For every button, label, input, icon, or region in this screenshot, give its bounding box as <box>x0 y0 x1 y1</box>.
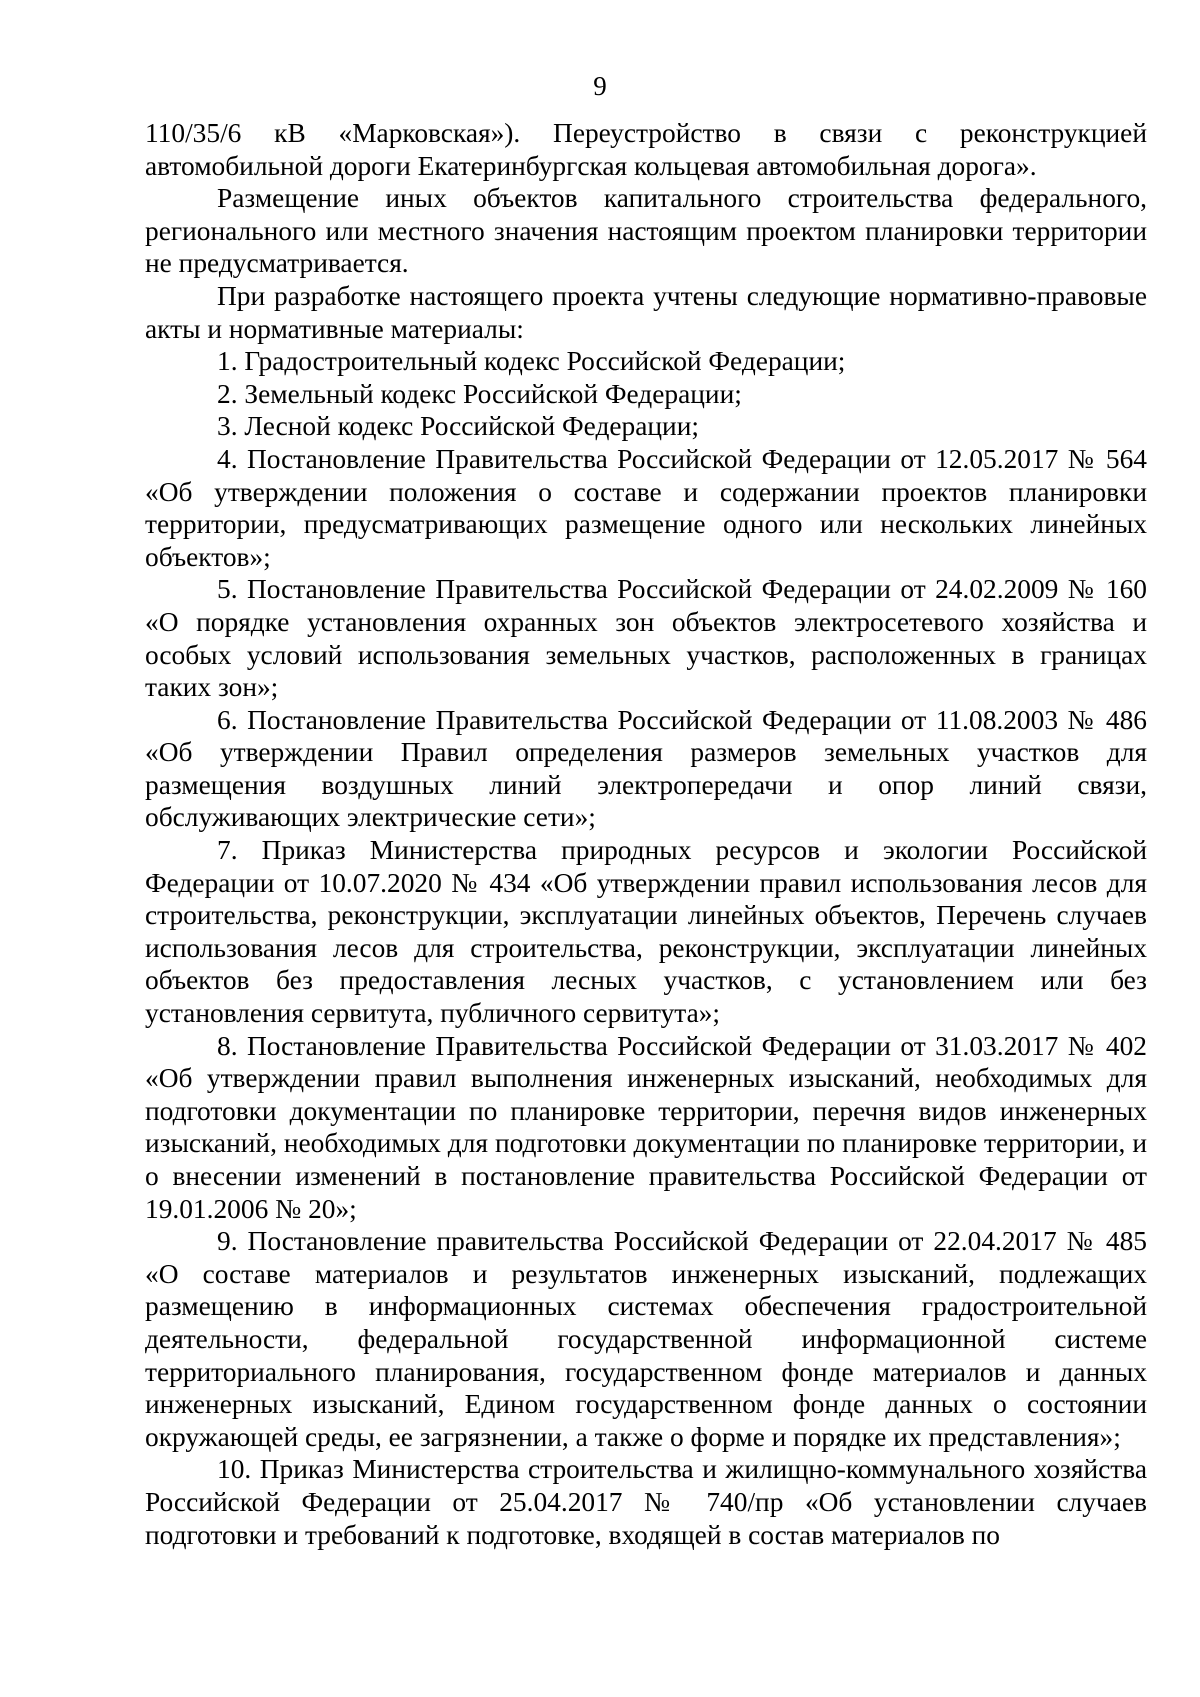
list-item: 9. Постановление правительства Российской Федерации от 22.04.2017 № 485 «О составе материалов и результатов инженерных изысканий, подлежащих размещению в информационных системах обеспечения градостроительной деятельности, федеральной государственной информационной системе территориального планирования, государственном фонде материалов и данных инженерных изысканий, Едином государственном фонде данных о состоянии окружающей среды, ее загрязнении, а также о форме и порядке их представления»; <box>145 1226 1147 1452</box>
list-item: 4. Постановление Правительства Российской Федерации от 12.05.2017 № 564 «Об утверждении положения о составе и содержании проектов планировки территории, предусматривающих размещение одного или нескольких линейных объектов»; <box>145 443 1147 572</box>
body-text <box>145 117 1147 1551</box>
page-number: 9 <box>593 71 607 101</box>
list-item: 2. Земельный кодекс Российской Федерации; <box>217 378 742 409</box>
list-item: 5. Постановление Правительства Российской Федерации от 24.02.2009 № 160 «О порядке установления охранных зон объектов электросетевого хозяйства и особых условий использования земельных участков, расположенных в границах таких зон»; <box>145 574 1147 703</box>
paragraph: Размещение иных объектов капитального строительства федерального, регионального или местного значения настоящим проектом планировки территории не предусматривается. <box>145 183 1147 279</box>
paragraph-continuation: 110/35/6 кВ «Марковская»). Переустройство в связи с реконструкцией автомобильной дороги Екатеринбургская кольцевая автомобильная дорога». <box>145 118 1147 181</box>
list-item: 7. Приказ Министерства природных ресурсов и экологии Российской Федерации от 10.07.2020 № 434 «Об утверждении правил использования лесов для строительства, реконструкции, эксплуатации линейных объектов, Перечень случаев использования лесов для строительства, реконструкции, эксплуатации линейных объектов без предоставления лесных участков, с установлением или без установления сервитута, публичного сервитута»; <box>145 835 1147 1029</box>
paragraph: При разработке настоящего проекта учтены следующие нормативно-правовые акты и нормативные материалы: <box>145 280 1147 344</box>
list-item: 8. Постановление Правительства Российской Федерации от 31.03.2017 № 402 «Об утверждении правил выполнения инженерных изысканий, необходимых для подготовки документации по планировке территории, перечня видов инженерных изысканий, необходимых для подготовки документации по планировке территории, и о внесении изменений в постановление правительства Российской Федерации от 19.01.2006 № 20»; <box>145 1030 1147 1224</box>
list-item: 6. Постановление Правительства Российской Федерации от 11.08.2003 № 486 «Об утверждении Правил определения размеров земельных участков для размещения воздушных линий электропередачи и опор линий связи, обслуживающих электрические сети»; <box>145 704 1147 833</box>
list-item: 3. Лесной кодекс Российской Федерации; <box>217 411 699 442</box>
list-item: 1. Градостроительный кодекс Российской Федерации; <box>217 346 846 377</box>
list-item: 10. Приказ Министерства строительства и жилищно-коммунального хозяйства Российской Федерации от 25.04.2017 № 740/пр «Об установлении случаев подготовки и требований к подготовке, входящей в состав материалов по <box>145 1454 1147 1550</box>
